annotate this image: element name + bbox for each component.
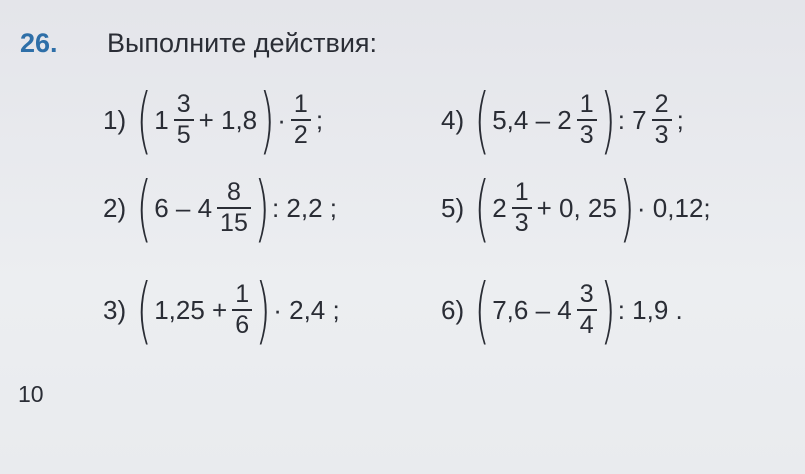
fraction [232, 282, 252, 338]
denominator: 6 [232, 309, 252, 338]
exercise-3 [103, 268, 342, 352]
fraction [512, 180, 532, 236]
term: 1,25 + [154, 294, 228, 325]
term: : 2,2 ; [271, 192, 337, 223]
right-paren: ) [259, 78, 275, 162]
term: : 7 [617, 104, 647, 135]
operator: · [277, 104, 286, 135]
fraction [577, 92, 597, 148]
exercise-1 [103, 78, 325, 162]
term: 2 [492, 192, 507, 223]
left-paren: ( [474, 166, 490, 250]
left-paren: ( [474, 78, 490, 162]
problem-title: Выполните действия: [107, 28, 378, 58]
denominator: 5 [174, 119, 194, 148]
left-paren: ( [136, 166, 152, 250]
term: · 2,4 ; [273, 294, 340, 325]
left-paren: ( [136, 78, 152, 162]
fraction [577, 282, 597, 338]
numerator: 1 [579, 90, 594, 118]
exercise-label: 6) [441, 294, 465, 325]
left-paren: ( [474, 268, 490, 352]
denominator: 3 [652, 119, 672, 148]
numerator: 2 [654, 90, 669, 118]
semicolon: ; [315, 104, 324, 135]
right-paren: ) [254, 166, 270, 250]
exercise-6 [441, 268, 685, 352]
fraction [652, 92, 672, 148]
numerator: 3 [176, 90, 191, 118]
exercise-label: 3) [103, 294, 127, 325]
term: + 0, 25 [536, 192, 617, 223]
numerator: 1 [293, 90, 308, 118]
exercise-label: 4) [441, 104, 465, 135]
numerator: 1 [235, 280, 250, 308]
term: 7,6 – 4 [492, 294, 572, 325]
right-paren: ) [619, 166, 635, 250]
denominator: 3 [577, 119, 597, 148]
denominator: 15 [217, 207, 251, 236]
term: 1 [154, 104, 169, 135]
numerator: 1 [514, 178, 529, 206]
term: : 1,9 . [617, 294, 683, 325]
right-paren: ) [599, 78, 616, 162]
exercise-label: 1) [103, 104, 127, 135]
page-number: 10 [18, 381, 44, 407]
left-paren: ( [136, 268, 152, 352]
exercise-2 [103, 166, 339, 250]
exercise-5 [441, 166, 713, 250]
semicolon: ; [676, 104, 684, 135]
exercise-label: 2) [103, 192, 127, 223]
denominator: 3 [512, 207, 532, 236]
numerator: 8 [227, 178, 241, 206]
exercise-label: 5) [441, 192, 465, 223]
term: 6 – 4 [154, 192, 213, 223]
exercise-4 [441, 78, 686, 162]
fraction [174, 92, 194, 148]
denominator: 2 [291, 119, 311, 148]
right-paren: ) [255, 268, 271, 352]
term: · 0,12; [636, 192, 711, 223]
fraction [217, 180, 251, 236]
problem-number: 26. [20, 28, 58, 58]
numerator: 3 [579, 280, 594, 308]
term: + 1,8 [198, 104, 258, 135]
right-paren: ) [599, 268, 616, 352]
fraction [291, 92, 311, 148]
term: 5,4 – 2 [492, 104, 572, 135]
denominator: 4 [577, 309, 597, 338]
